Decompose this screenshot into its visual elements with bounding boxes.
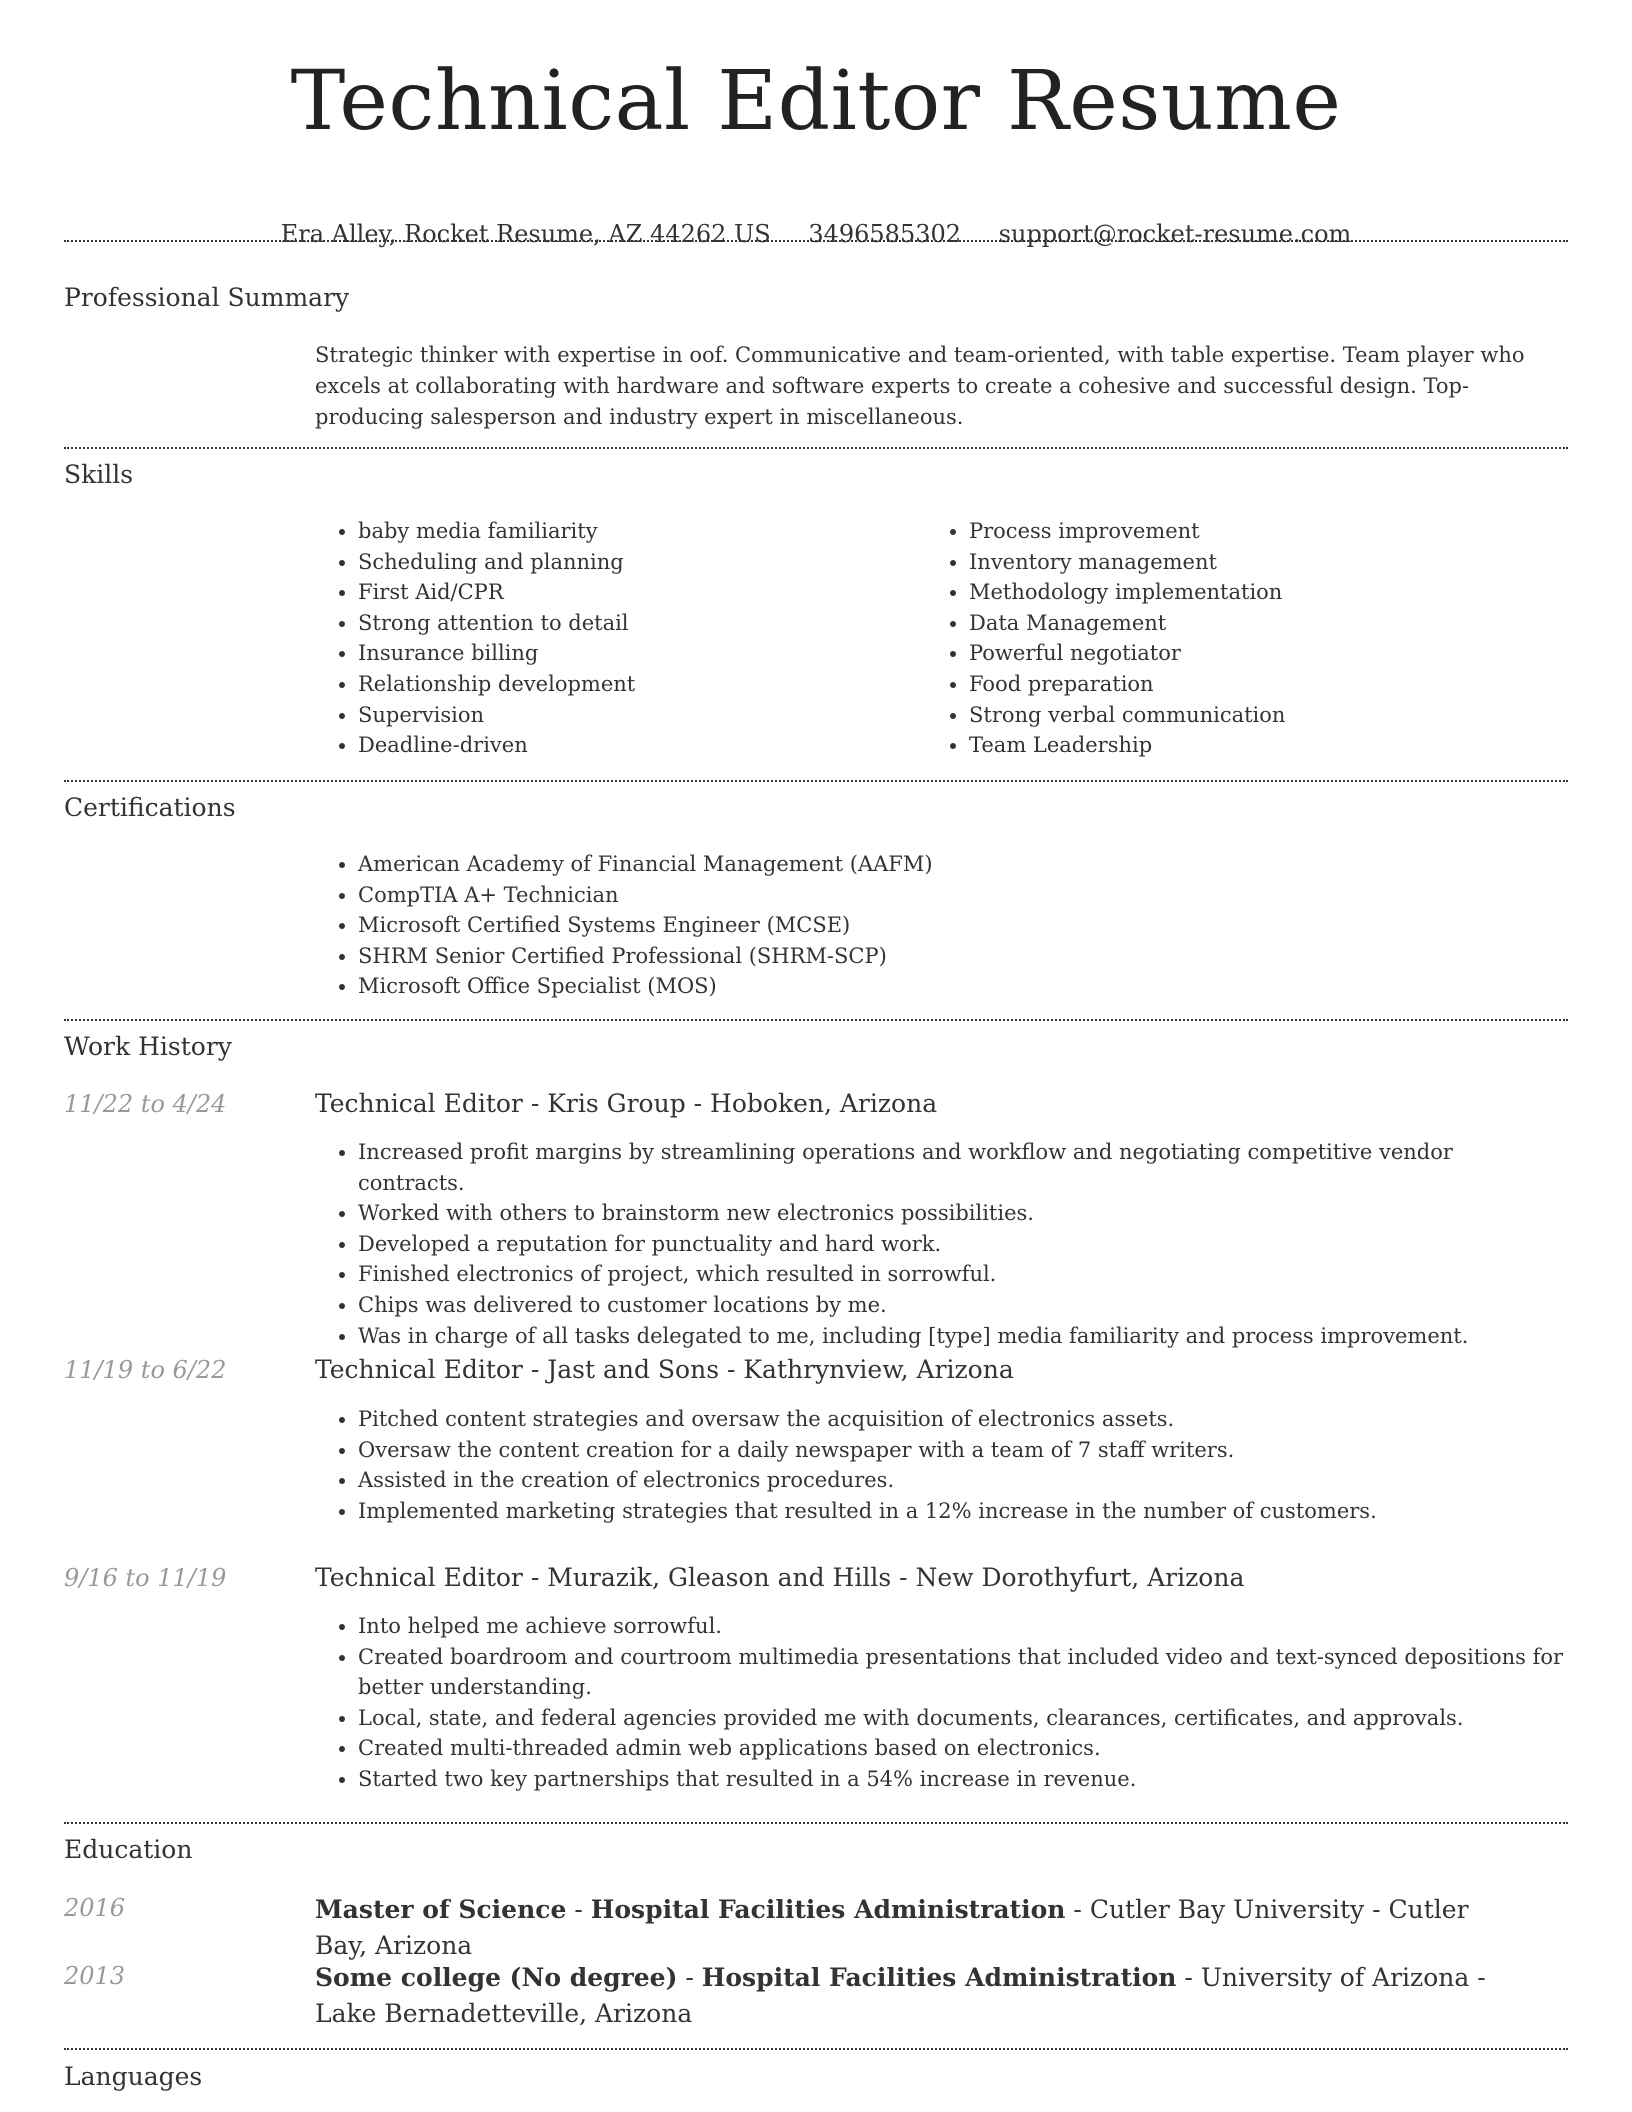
- skill-item: • Supervision: [358, 700, 914, 731]
- job-bullet: • Local, state, and federal agencies provided me with documents, clearances, certificates, and approvals.: [358, 1703, 1564, 1734]
- job-bullet: • Increased profit margins by streamlining operations and workflow and negotiating competitive vendor contracts.: [358, 1137, 1564, 1198]
- divider: [64, 1019, 1568, 1021]
- skill-item: • Data Management: [969, 608, 1525, 639]
- education-heading: Education: [64, 1835, 193, 1864]
- job-dates: 11/19 to 6/22: [64, 1356, 227, 1384]
- divider: [64, 447, 1568, 449]
- separator: -: [1469, 1963, 1486, 1992]
- skills-heading: Skills: [64, 460, 134, 489]
- job-bullet: • Chips was delivered to customer locations by me.: [358, 1290, 1564, 1321]
- skill-item: • Powerful negotiator: [969, 638, 1525, 669]
- contact-address: Era Alley, Rocket Resume, AZ 44262 US: [280, 220, 771, 248]
- skill-item: • Insurance billing: [358, 638, 914, 669]
- job-bullet: • Developed a reputation for punctuality and hard work.: [358, 1229, 1564, 1260]
- education-year: 2013: [64, 1962, 126, 1990]
- job-bullet: • Started two key partnerships that resulted in a 54% increase in revenue.: [358, 1764, 1564, 1795]
- certifications-list: [314, 849, 1514, 1002]
- skill-item: • Deadline-driven: [358, 730, 914, 761]
- separator: -: [1176, 1963, 1201, 1992]
- education-school: University of Arizona: [1200, 1963, 1470, 1992]
- skill-item: • Relationship development: [358, 669, 914, 700]
- job-title: Technical Editor - Kris Group - Hoboken, Arizona: [315, 1089, 938, 1118]
- education-degree: Some college (No degree): [315, 1963, 678, 1992]
- education-school: Cutler Bay University: [1089, 1895, 1365, 1924]
- skill-item: • Food preparation: [969, 669, 1525, 700]
- certification-item: • Microsoft Office Specialist (MOS): [358, 971, 1514, 1002]
- summary-heading: Professional Summary: [64, 283, 350, 312]
- job-bullet: • Into helped me achieve sorrowful.: [358, 1611, 1564, 1642]
- job-bullet: • Assisted in the creation of electronics procedures.: [358, 1465, 1564, 1496]
- skill-item: • Methodology implementation: [969, 577, 1525, 608]
- job-bullets: [314, 1137, 1564, 1351]
- job-dates: 9/16 to 11/19: [64, 1564, 227, 1592]
- skill-item: • Team Leadership: [969, 730, 1525, 761]
- skill-item: • Inventory management: [969, 547, 1525, 578]
- separator: -: [566, 1895, 591, 1924]
- job-bullet: • Created multi-threaded admin web applications based on electronics.: [358, 1733, 1564, 1764]
- divider: [64, 1822, 1568, 1824]
- education-entry: [315, 1892, 1515, 1964]
- separator: -: [1364, 1895, 1389, 1924]
- divider: [64, 780, 1568, 782]
- certification-item: • SHRM Senior Certified Professional (SHRM-SCP): [358, 941, 1514, 972]
- work-history-heading: Work History: [64, 1032, 232, 1061]
- job-bullet: • Implemented marketing strategies that resulted in a 12% increase in the number of customers.: [358, 1496, 1564, 1527]
- job-bullets: [314, 1611, 1564, 1795]
- education-entry: [315, 1960, 1515, 2032]
- contact-line: [0, 220, 1632, 248]
- education-year: 2016: [64, 1894, 126, 1922]
- certification-item: • Microsoft Certified Systems Engineer (MCSE): [358, 910, 1514, 941]
- summary-text: Strategic thinker with expertise in oof. Communicative and team-oriented, with table expertise. Team player who excels at collaborating with hardware and software experts to create a cohesive and successful design. Top-producing salesperson and industry expert in miscellaneous.: [315, 343, 1525, 429]
- skill-item: • Scheduling and planning: [358, 547, 914, 578]
- languages-heading: Languages: [64, 2062, 203, 2091]
- job-bullet: • Created boardroom and courtroom multimedia presentations that included video and text-synced depositions for better understanding.: [358, 1642, 1564, 1703]
- job-bullets: [314, 1404, 1564, 1526]
- certifications-heading: Certifications: [64, 793, 236, 822]
- job-dates: 11/22 to 4/24: [64, 1090, 227, 1118]
- certification-item: • CompTIA A+ Technician: [358, 880, 1514, 911]
- skill-item: • baby media familiarity: [358, 516, 914, 547]
- skill-item: • First Aid/CPR: [358, 577, 914, 608]
- certification-item: • American Academy of Financial Management (AAFM): [358, 849, 1514, 880]
- job-bullet: • Was in charge of all tasks delegated to me, including [type] media familiarity and process improvement.: [358, 1321, 1564, 1352]
- education-location: Lake Bernadetteville, Arizona: [315, 1999, 693, 2028]
- skills-right-column: [925, 516, 1525, 761]
- job-title: Technical Editor - Murazik, Gleason and Hills - New Dorothyfurt, Arizona: [315, 1563, 1245, 1592]
- divider: [64, 2048, 1568, 2050]
- education-field: Hospital Facilities Administration: [701, 1963, 1177, 1992]
- education-location: Cutler Bay, Arizona: [315, 1895, 1469, 1960]
- contact-email: support@rocket-resume.com: [998, 220, 1352, 248]
- skill-item: • Process improvement: [969, 516, 1525, 547]
- job-bullet: • Oversaw the content creation for a daily newspaper with a team of 7 staff writers.: [358, 1435, 1564, 1466]
- contact-phone: 3496585302: [808, 220, 962, 248]
- separator: -: [1065, 1895, 1090, 1924]
- skill-item: • Strong attention to detail: [358, 608, 914, 639]
- job-bullet: • Pitched content strategies and oversaw the acquisition of electronics assets.: [358, 1404, 1564, 1435]
- separator: -: [677, 1963, 702, 1992]
- skill-item: • Strong verbal communication: [969, 700, 1525, 731]
- education-field: Hospital Facilities Administration: [590, 1895, 1066, 1924]
- job-bullet: • Finished electronics of project, which resulted in sorrowful.: [358, 1259, 1564, 1290]
- divider: [64, 240, 1568, 242]
- job-title: Technical Editor - Jast and Sons - Kathrynview, Arizona: [315, 1355, 1014, 1384]
- resume-title: Technical Editor Resume: [290, 54, 1342, 149]
- skills-left-column: [314, 516, 914, 761]
- education-degree: Master of Science: [315, 1895, 567, 1924]
- job-bullet: • Worked with others to brainstorm new electronics possibilities.: [358, 1198, 1564, 1229]
